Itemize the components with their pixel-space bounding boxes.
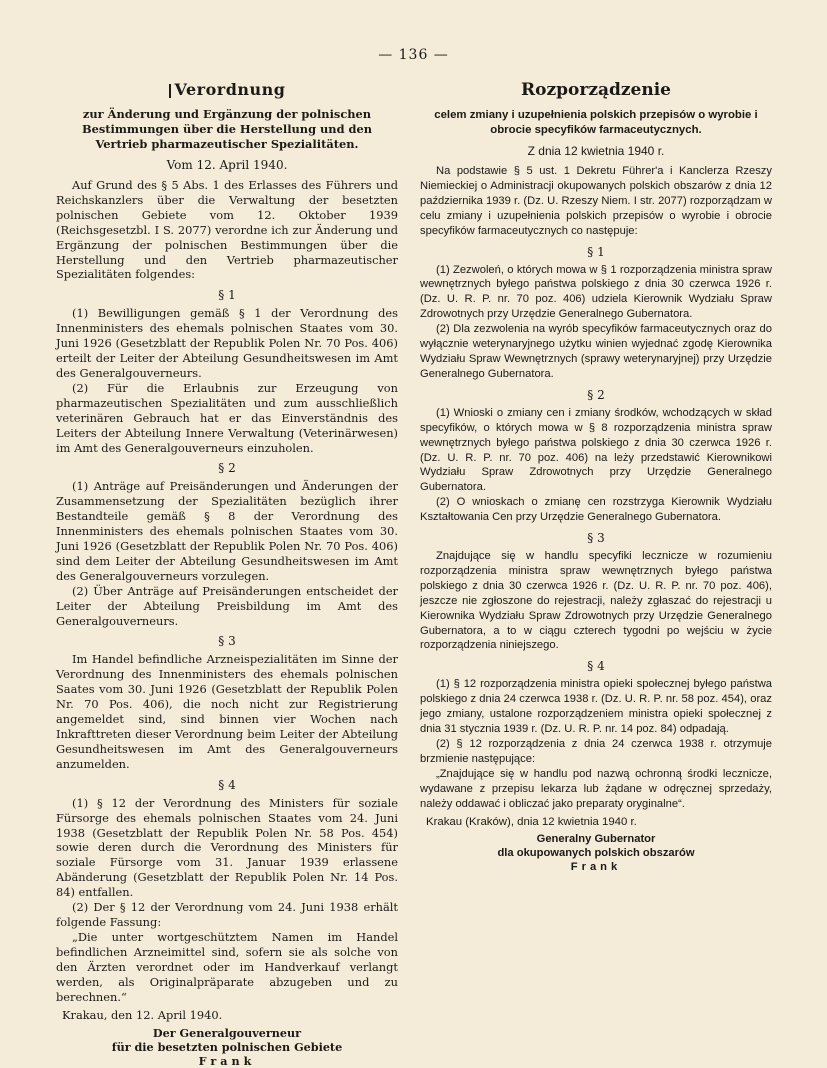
bracket-mark [169,84,171,98]
german-section-heading: § 1 [218,288,236,303]
german-signature-line: für die besetzten polnischen Gebiete [111,1040,343,1055]
german-place-date: Krakau, den 12. April 1940. [62,1008,223,1023]
polish-signature-line: dla okupowanych polskich obszarów [497,846,695,859]
polish-paragraph: (1) Zezwoleń, o których mowa w § 1 rozporządzenia ministra spraw wewnętrznych byłego państwa polskiego z dnia 30 czerwca 1926 r. (Dz. U. R. P. nr. 70 poz. 406) udziela Kierownik Wydziału Spraw Zdrowotnych przy Urzędzie Generalnego Gubernatora. [420,263,772,321]
german-title [56,80,398,99]
polish-section-heading: § 1 [587,244,605,259]
german-date: Vom 12. April 1940. [166,158,288,172]
german-paragraph: Im Handel befindliche Arzneispezialitäten im Sinne der Verordnung des Innenministers des ehemals polnischen Saates vom 30. Juni 1926 (Gesetzblatt der Republik Polen Nr. 70 Pos. 406), die noch nicht zur Registrierung angemeldet sind, sind binnen vier Wochen nach Inkrafttreten dieser Verordnung beim Leiter der Abteilung Gesundheitswesen im Amt des Generalgouverneurs anzumelden. [56,652,398,771]
polish-subtitle: celem zmiany i uzupełnienia polskich przepisów o wyrobie i obrocie specyfików farmaceutycznych. [434,109,758,136]
german-section-heading: § 4 [218,777,236,792]
polish-signature-name: Frank [570,860,622,873]
german-paragraph: (1) Bewilligungen gemäß § 1 der Verordnung des Innenministers des ehemals polnischen Staates vom 30. Juni 1926 (Gesetzblatt der Republik Polen Nr. 70 Pos. 406) erteilt der Leiter der Abteilung Gesundheitswesen im Amt des Generalgouverneurs. [56,306,398,380]
polish-signature-line: Generalny Gubernator [536,832,656,845]
german-column [56,80,398,1068]
polish-preamble: Na podstawie § 5 ust. 1 Dekretu Führer'a i Kanclerza Rzeszy Niemieckiej o Administracji okupowanych polskich obszarów z dnia 12 października 1939 r. (Dz. U. Rzeszy Niem. I str. 2077) rozporządzam w celu zmiany i uzupełnienia polskich przepisów o wyrobie i obrocie specyfików farmaceutycznych co następuje: [420,165,772,237]
german-paragraph: (1) Anträge auf Preisänderungen und Änderungen der Zusammensetzung der Spezialitäten bezüglich ihrer Bestandteile gemäß § 8 der Verordnung des Innenministers des ehemals polnischen Staates vom 30. Juni 1926 (Gesetzblatt der Republik Polen Nr. 70 Pos. 406) sind dem Leiter der Abteilung Gesundheitswesen im Amt des Generalgouverneurs vorzulegen. [56,479,398,583]
polish-paragraph: (2) § 12 rozporządzenia z dnia 24 czerwca 1938 r. otrzymuje brzmienie następujące: [420,738,772,765]
german-signature-line: Der Generalgouverneur [152,1026,302,1041]
polish-paragraph: (1) Wnioski o zmiany cen i zmiany środków, wchodzących w skład specyfików, o których mowa w § 8 rozporządzenia ministra spraw wewnętrznych byłego państwa polskiego z dnia 30 czerwca 1926 r. (Dz. U. R. P. nr. 70 poz. 406) na leży przedstawić Kierownikowi Wydziału Spraw Zdrowotnych przy Urzędzie Generalnego Gubernatora. [420,406,772,494]
german-title-text: Verordnung [174,80,286,99]
german-section-heading: § 2 [218,461,236,476]
polish-paragraph: (2) Dla zezwolenia na wyrób specyfików farmaceutycznych oraz do wyłącznie weterynaryjnego użytku winien wyjednać zgodę Kierownika Wydziału Spraw Wewnętrznych (sprawy weterynaryjnej) przy Urzędzie Generalnego Gubernatora. [420,323,772,380]
german-signature-name: Frank [198,1054,256,1068]
german-paragraph: (2) Der § 12 der Verordnung vom 24. Juni 1938 erhält folgende Fassung: [56,900,398,929]
polish-paragraph: (1) § 12 rozporządzenia ministra opieki społecznej byłego państwa polskiego z dnia 24 czerwca 1938 r. (Dz. U. R. P. nr. 58 poz. 454), oraz jego zmiany, ustalone rozporządzeniem ministra opieki społecznej z dnia 31 stycznia 1939 r. (Dz. U. R. P. nr. 14 poz. 84) odpadają. [420,678,772,736]
page-number: — 136 — [378,47,449,63]
polish-section-heading: § 4 [587,659,605,674]
polish-paragraph: (2) O wnioskach o zmianę cen rozstrzyga Kierownik Wydziału Kształtowania Cen przy Urzędzie Generalnego Gubernatora. [420,496,772,524]
german-paragraph: (2) Für die Erlaubnis zur Erzeugung von pharmazeutischen Spezialitäten und zum ausschließlich veterinären Gebrauch hat er das Einverständnis des Leiters der Abteilung Innere Verwaltung (Veterinärwesen) im Amt des Generalgouverneurs einzuholen. [56,380,398,455]
german-section-heading: § 3 [218,634,236,649]
polish-section-heading: § 3 [587,531,605,546]
german-subtitle: zur Änderung und Ergänzung der polnischen Bestimmungen über die Herstellung und den Vertrieb pharmazeutischer Spezialitäten. [81,107,373,151]
polish-title: Rozporządzenie [521,80,671,100]
polish-section-heading: § 2 [587,387,605,402]
polish-quote: „Znajdujące się w handlu pod nazwą ochronną środki lecznicze, wydawane z przepisu lekarza lub żądane w odręcznej sprzedaży, należy oddawać i obliczać jako preparaty oryginalne“. [420,767,772,810]
polish-place-date: Krakau (Kraków), dnia 12 kwietnia 1940 r. [426,815,637,828]
polish-date: Z dnia 12 kwietnia 1940 r. [527,144,665,158]
polish-paragraph: Znajdujące się w handlu specyfiki lecznicze w rozumieniu rozporządzenia ministra spraw wewnętrznych byłego państwa polskiego z dnia 30 czerwca 1926 r. (Dz. U. R. P. nr. 70 poz. 406), jeszcze nie zgłoszone do rejestracji, należy zgłaszać do rejestracji u Kierownika Wydziału Spraw Zdrowotnych przy Urzędzie Generalnego Gubernatora, a to w ciągu czterech tygodni po wejściu w życie rozporządzenia niniejszego. [420,550,772,652]
german-paragraph: (2) Über Anträge auf Preisänderungen entscheidet der Leiter der Abteilung Preisbildung im Amt des Generalgouverneurs. [56,583,398,628]
german-paragraph: (1) § 12 der Verordnung des Ministers für soziale Fürsorge des ehemals polnischen Staates vom 24. Juni 1938 (Gesetzblatt der Republik Polen Nr. 58 Pos. 454) sowie deren durch die Verordnung des Ministers für soziale Fürsorge vom 31. Januar 1939 erlassene Abänderung (Gesetzblatt der Republik Polen Nr. 14 Pos. 84) entfallen. [56,795,398,900]
polish-column [420,80,772,874]
german-quote: „Die unter wortgeschütztem Namen im Handel befindlichen Arzneimittel sind, sofern sie als solche von den Ärzten verordnet oder im Handverkauf verlangt werden, als Originalpräparate abzugeben und zu berechnen.“ [56,929,398,1004]
german-preamble: Auf Grund des § 5 Abs. 1 des Erlasses des Führers und Reichskanzlers über die Verwaltung der besetzten polnischen Gebiete vom 12. Oktober 1939 (Reichsgesetzbl. I S. 2077) verordne ich zur Änderung und Ergänzung der polnischen Bestimmungen über die Herstellung und den Vertrieb pharmazeutischer Spezialitäten folgendes: [56,178,398,282]
